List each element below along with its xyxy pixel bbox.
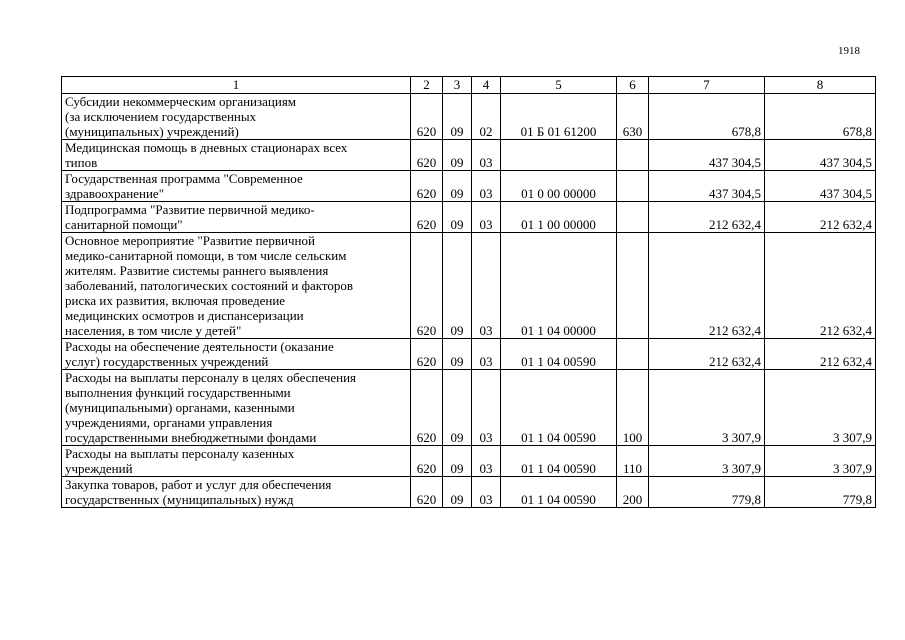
item-name-line: типов xyxy=(65,155,98,170)
amount-col8-cell xyxy=(765,171,876,202)
column-header-4: 4 xyxy=(472,77,501,94)
ministry-code-cell xyxy=(411,477,443,508)
amount-col8-cell xyxy=(765,202,876,233)
expense-type-value: 100 xyxy=(622,430,643,445)
ministry-code-value: 620 xyxy=(416,430,437,445)
subsection-code-value: 03 xyxy=(479,430,493,445)
item-name-line: Расходы на выплаты персоналу казенных xyxy=(65,446,295,461)
table-body xyxy=(62,94,876,508)
ministry-code-cell xyxy=(411,446,443,477)
section-code-value: 09 xyxy=(450,492,464,507)
ministry-code-cell xyxy=(411,171,443,202)
item-name-line: государственными внебюджетными фондами xyxy=(65,430,317,445)
section-code-value: 09 xyxy=(450,461,464,476)
expense-type-cell xyxy=(617,233,649,339)
amount-col8-value: 212 632,4 xyxy=(820,217,872,232)
target-article-value: 01 1 04 00590 xyxy=(521,492,596,507)
subsection-code-cell xyxy=(472,477,501,508)
expense-type-cell xyxy=(617,94,649,140)
target-article-cell xyxy=(501,233,617,339)
subsection-code-value: 03 xyxy=(479,186,493,201)
subsection-code-cell xyxy=(472,339,501,370)
target-article-value: 01 0 00 00000 xyxy=(521,186,596,201)
item-name-cell xyxy=(62,446,411,477)
section-code-cell xyxy=(443,233,472,339)
amount-col8-cell xyxy=(765,477,876,508)
target-article-cell xyxy=(501,370,617,446)
ministry-code-value: 620 xyxy=(416,323,437,338)
amount-col7-cell xyxy=(649,370,765,446)
column-header-8: 8 xyxy=(765,77,876,94)
column-header-1: 1 xyxy=(62,77,411,94)
amount-col7-cell xyxy=(649,171,765,202)
subsection-code-value: 03 xyxy=(479,217,493,232)
amount-col7-cell xyxy=(649,446,765,477)
ministry-code-value: 620 xyxy=(416,354,437,369)
ministry-code-cell xyxy=(411,94,443,140)
expense-type-cell xyxy=(617,339,649,370)
item-name-cell xyxy=(62,339,411,370)
section-code-value: 09 xyxy=(450,124,464,139)
amount-col7-value: 678,8 xyxy=(731,124,761,139)
subsection-code-value: 03 xyxy=(479,461,493,476)
ministry-code-value: 620 xyxy=(416,124,437,139)
expense-type-value: 110 xyxy=(622,461,643,476)
section-code-cell xyxy=(443,202,472,233)
expense-type-cell xyxy=(617,171,649,202)
item-name-line: услуг) государственных учреждений xyxy=(65,354,269,369)
item-name-line: (муниципальными) органами, казенными xyxy=(65,400,295,415)
item-name-line: Субсидии некоммерческим организациям xyxy=(65,94,297,109)
subsection-code-cell xyxy=(472,171,501,202)
item-name-line: санитарной помощи" xyxy=(65,217,183,232)
expense-type-cell xyxy=(617,477,649,508)
amount-col7-value: 212 632,4 xyxy=(709,354,761,369)
amount-col8-value: 212 632,4 xyxy=(820,354,872,369)
section-code-value: 09 xyxy=(450,354,464,369)
ministry-code-cell xyxy=(411,370,443,446)
amount-col7-cell xyxy=(649,339,765,370)
table-row xyxy=(62,370,876,446)
subsection-code-cell xyxy=(472,446,501,477)
ministry-code-cell xyxy=(411,202,443,233)
subsection-code-value: 03 xyxy=(479,492,493,507)
section-code-value: 09 xyxy=(450,186,464,201)
item-name-line: Медицинская помощь в дневных стационарах всех xyxy=(65,140,348,155)
ministry-code-value: 620 xyxy=(416,186,437,201)
ministry-code-value: 620 xyxy=(416,217,437,232)
section-code-cell xyxy=(443,171,472,202)
section-code-cell xyxy=(443,94,472,140)
target-article-value: 01 1 04 00590 xyxy=(521,354,596,369)
item-name-line: заболеваний, патологических состояний и факторов xyxy=(65,278,354,293)
item-name-line: Подпрограмма "Развитие первичной медико- xyxy=(65,202,315,217)
amount-col8-value: 437 304,5 xyxy=(820,155,872,170)
ministry-code-cell xyxy=(411,233,443,339)
amount-col8-value: 3 307,9 xyxy=(833,461,872,476)
amount-col8-value: 779,8 xyxy=(842,492,872,507)
amount-col7-value: 437 304,5 xyxy=(709,186,761,201)
column-header-5: 5 xyxy=(501,77,617,94)
target-article-value: 01 1 04 00590 xyxy=(521,430,596,445)
item-name-line: здравоохранение" xyxy=(65,186,164,201)
target-article-value: 01 1 00 00000 xyxy=(521,217,596,232)
subsection-code-value: 03 xyxy=(479,354,493,369)
section-code-cell xyxy=(443,370,472,446)
amount-col7-value: 212 632,4 xyxy=(709,323,761,338)
item-name-cell xyxy=(62,233,411,339)
item-name-line: Расходы на обеспечение деятельности (оказание xyxy=(65,339,334,354)
amount-col7-value: 437 304,5 xyxy=(709,155,761,170)
target-article-value: 01 1 04 00000 xyxy=(521,323,596,338)
amount-col7-value: 779,8 xyxy=(731,492,761,507)
table-row xyxy=(62,94,876,140)
target-article-value: 01 1 04 00590 xyxy=(521,461,596,476)
table-row xyxy=(62,477,876,508)
section-code-cell xyxy=(443,446,472,477)
item-name-line: Расходы на выплаты персоналу в целях обеспечения xyxy=(65,370,357,385)
amount-col7-cell xyxy=(649,477,765,508)
target-article-cell xyxy=(501,339,617,370)
expense-type-cell xyxy=(617,446,649,477)
target-article-value: 01 Б 01 61200 xyxy=(520,124,597,139)
amount-col7-value: 212 632,4 xyxy=(709,217,761,232)
subsection-code-cell xyxy=(472,370,501,446)
item-name-line: (за исключением государственных xyxy=(65,109,257,124)
amount-col7-value: 3 307,9 xyxy=(722,461,761,476)
item-name-line: учреждений xyxy=(65,461,133,476)
item-name-line: населения, в том числе у детей" xyxy=(65,323,242,338)
item-name-line: государственных (муниципальных) нужд xyxy=(65,492,294,507)
section-code-value: 09 xyxy=(450,430,464,445)
item-name-cell xyxy=(62,94,411,140)
section-code-value: 09 xyxy=(450,217,464,232)
page-number: 1918 xyxy=(838,45,860,57)
amount-col7-value: 3 307,9 xyxy=(722,430,761,445)
subsection-code-value: 03 xyxy=(479,323,493,338)
item-name-cell xyxy=(62,477,411,508)
item-name-cell xyxy=(62,140,411,171)
column-header-6: 6 xyxy=(617,77,649,94)
ministry-code-value: 620 xyxy=(416,155,437,170)
target-article-cell xyxy=(501,140,617,171)
column-header-2: 2 xyxy=(411,77,443,94)
column-header-7: 7 xyxy=(649,77,765,94)
section-code-cell xyxy=(443,477,472,508)
amount-col8-cell xyxy=(765,233,876,339)
item-name-line: Закупка товаров, работ и услуг для обеспечения xyxy=(65,477,332,492)
expense-type-value: 200 xyxy=(622,492,643,507)
expense-type-cell xyxy=(617,202,649,233)
table-row xyxy=(62,446,876,477)
target-article-cell xyxy=(501,202,617,233)
ministry-code-value: 620 xyxy=(416,492,437,507)
item-name-line: медицинских осмотров и диспансеризации xyxy=(65,308,304,323)
ministry-code-value: 620 xyxy=(416,461,437,476)
table-row xyxy=(62,171,876,202)
subsection-code-value: 02 xyxy=(479,124,493,139)
expense-type-cell xyxy=(617,370,649,446)
table-row xyxy=(62,233,876,339)
section-code-value: 09 xyxy=(450,323,464,338)
subsection-code-value: 03 xyxy=(479,155,493,170)
subsection-code-cell xyxy=(472,233,501,339)
amount-col7-cell xyxy=(649,233,765,339)
item-name-line: (муниципальных) учреждений) xyxy=(65,124,239,139)
amount-col8-value: 437 304,5 xyxy=(820,186,872,201)
item-name-line: Основное мероприятие "Развитие первичной xyxy=(65,233,315,248)
item-name-line: риска их развития, включая проведение xyxy=(65,293,286,308)
section-code-cell xyxy=(443,339,472,370)
amount-col7-cell xyxy=(649,202,765,233)
amount-col8-value: 678,8 xyxy=(842,124,872,139)
amount-col8-cell xyxy=(765,446,876,477)
section-code-cell xyxy=(443,140,472,171)
section-code-value: 09 xyxy=(450,155,464,170)
item-name-line: жителям. Развитие системы раннего выявления xyxy=(65,263,329,278)
budget-table xyxy=(61,76,876,508)
amount-col8-cell xyxy=(765,140,876,171)
ministry-code-cell xyxy=(411,140,443,171)
table-row xyxy=(62,339,876,370)
amount-col8-cell xyxy=(765,339,876,370)
table-row xyxy=(62,202,876,233)
amount-col7-cell xyxy=(649,140,765,171)
subsection-code-cell xyxy=(472,140,501,171)
amount-col8-value: 3 307,9 xyxy=(833,430,872,445)
item-name-line: учреждениями, органами управления xyxy=(65,415,273,430)
subsection-code-cell xyxy=(472,94,501,140)
target-article-cell xyxy=(501,171,617,202)
item-name-cell xyxy=(62,171,411,202)
expense-type-value: 630 xyxy=(622,124,643,139)
amount-col7-cell xyxy=(649,94,765,140)
subsection-code-cell xyxy=(472,202,501,233)
item-name-line: Государственная программа "Современное xyxy=(65,171,303,186)
column-header-3: 3 xyxy=(443,77,472,94)
amount-col8-value: 212 632,4 xyxy=(820,323,872,338)
target-article-cell xyxy=(501,446,617,477)
item-name-cell xyxy=(62,202,411,233)
item-name-cell xyxy=(62,370,411,446)
ministry-code-cell xyxy=(411,339,443,370)
table-header-row xyxy=(62,77,876,94)
table-row xyxy=(62,140,876,171)
expense-type-cell xyxy=(617,140,649,171)
amount-col8-cell xyxy=(765,370,876,446)
target-article-cell xyxy=(501,477,617,508)
item-name-line: медико-санитарной помощи, в том числе сельским xyxy=(65,248,347,263)
amount-col8-cell xyxy=(765,94,876,140)
target-article-cell xyxy=(501,94,617,140)
item-name-line: выполнения функций государственными xyxy=(65,385,291,400)
